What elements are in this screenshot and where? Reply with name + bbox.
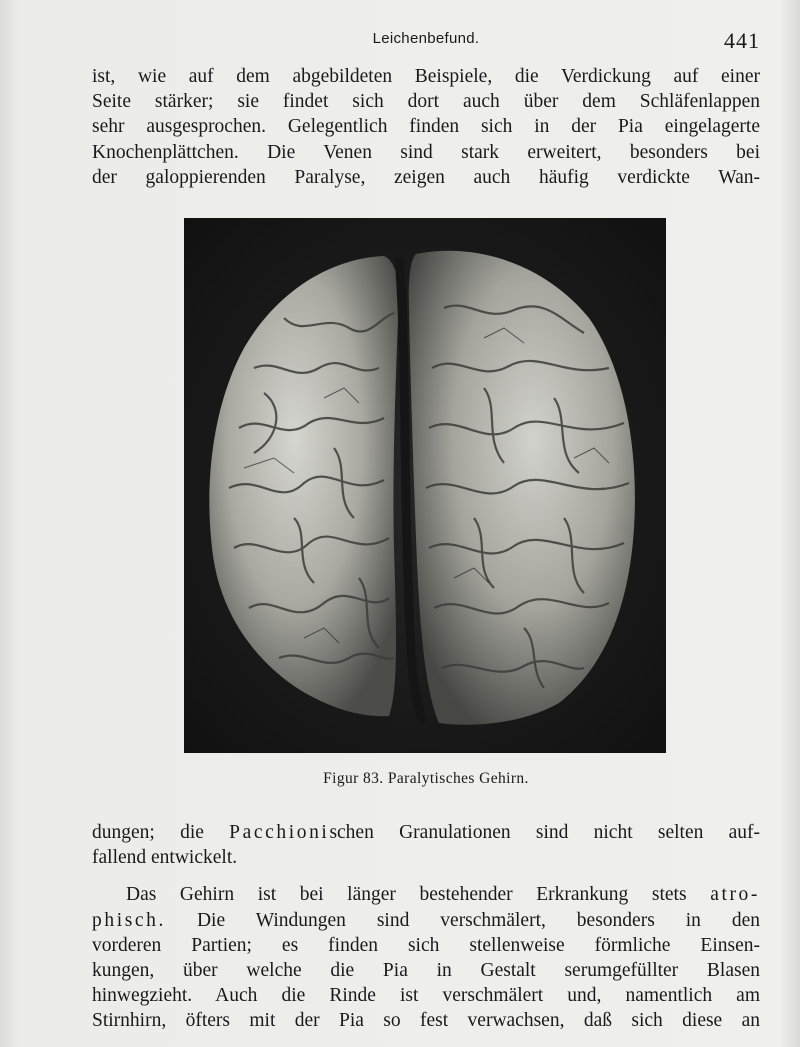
page-number: 441: [724, 28, 760, 53]
running-head-title: Leichenbefund.: [372, 30, 480, 47]
text-line: [92, 820, 760, 845]
text-line: Seite stärker; sie findet sich dort auch über dem Schläfenlappen: [92, 91, 760, 113]
spaced-name: Pacchioni: [229, 822, 330, 843]
text-line: sehr ausgesprochen. Gelegentlich finden sich in der Pia eingelagerte: [92, 116, 760, 138]
text-line: vorderen Partien; es finden sich stellenweise förmliche Einsen-: [92, 934, 760, 956]
text-line: fallend entwickelt.: [92, 847, 238, 869]
text-span: dungen; die: [92, 822, 230, 843]
text-line: kungen, über welche die Pia in Gestalt serumgefüllter Blasen: [92, 960, 760, 982]
text-span: schen Granulationen sind nicht selten auf-: [329, 822, 760, 843]
text-line: der galoppierenden Paralyse, zeigen auch häufig verdickte Wan-: [92, 166, 760, 188]
text-line: ist, wie auf dem abgebildeten Beispiele, die Verdickung auf einer: [92, 66, 760, 87]
text-line: Stirnhirn, öfters mit der Pia so fest verwachsen, daß sich diese an: [92, 1010, 760, 1032]
text-line: Knochenplättchen. Die Venen sind stark erweitert, besonders bei: [92, 141, 760, 163]
brain-illustration: [184, 218, 666, 753]
text-line: [92, 882, 760, 907]
text-line: hinwegzieht. Auch die Rinde ist verschmälert und, namentlich am: [92, 985, 760, 1007]
spaced-word: phisch.: [92, 909, 166, 931]
running-head: [92, 28, 760, 58]
brain-photograph: [184, 218, 666, 753]
paragraph-bottom: [92, 820, 760, 1034]
figure-caption: Figur 83. Paralytisches Gehirn.: [323, 770, 529, 787]
text-span: Das Gehirn ist bei länger bestehender Erkrankung stets: [126, 884, 711, 906]
spaced-word: atro-: [710, 884, 760, 906]
text-span: Die Windungen sind verschmälert, besonders in den: [166, 909, 760, 931]
paragraph-top: [92, 64, 760, 190]
text-line: [92, 908, 760, 933]
